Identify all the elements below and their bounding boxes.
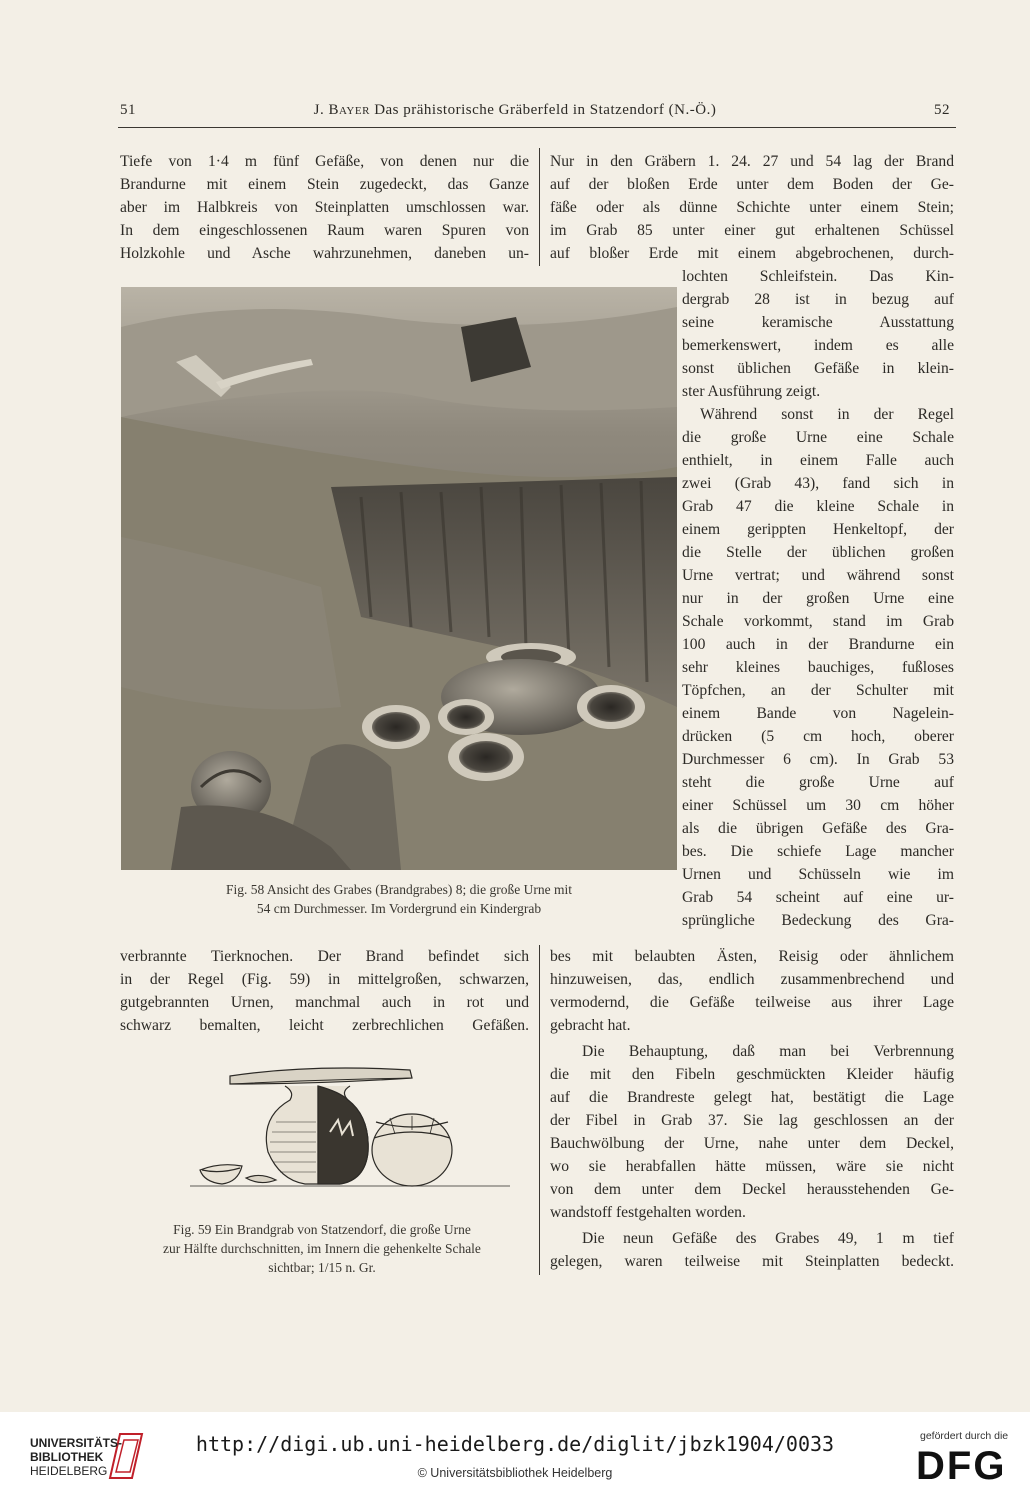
- text-line: drücken (5 cm hoch, oberer: [682, 728, 954, 745]
- library-line: HEIDELBERG: [30, 1464, 108, 1478]
- text-line: Schale vorkommt, stand im Grab: [682, 613, 954, 630]
- text-line: der Fibel in Grab 37. Sie lag geschlossen an der: [550, 1112, 954, 1129]
- text-line: vermodernd, die Gefäße teilweise aus ihrer Lage: [550, 994, 954, 1011]
- text-line: hinzuweisen, das, endlich zusammenbrechend und: [550, 971, 954, 988]
- library-line: UNIVERSITÄTS-: [30, 1436, 123, 1450]
- text-line: bemerkenswert, indem es alle: [682, 337, 954, 354]
- text-line: Während sonst in der Regel: [700, 406, 954, 423]
- caption-line: Fig. 58 Ansicht des Grabes (Brandgrabes) 8; die große Urne mit: [225, 882, 573, 897]
- text-line: wandstoff festgehalten worden.: [550, 1204, 746, 1221]
- library-line: BIBLIOTHEK: [30, 1450, 104, 1464]
- text-line: ster Ausführung zeigt.: [682, 383, 821, 400]
- text-line: auf die Brandreste gelegt hat, bestätigt die Lage: [550, 1089, 954, 1106]
- text-line: sehr kleines bauchiges, fußloses: [682, 659, 954, 676]
- caption-line: sichtbar; 1/15 n. Gr.: [268, 1260, 376, 1275]
- text-line: einem gerippten Henkeltopf, der: [682, 521, 954, 538]
- text-line: Grab 47 die kleine Schale in: [682, 498, 954, 515]
- dfg-logo: DFG: [916, 1444, 1007, 1488]
- text-line: in der Regel (Fig. 59) in mittelgroßen, schwarzen,: [120, 971, 529, 988]
- text-line: Nur in den Gräbern 1. 24. 27 und 54 lag der Brand: [550, 153, 954, 170]
- column-divider-top: [539, 148, 540, 266]
- text-line: Urnen und Schüsseln wie im: [682, 866, 954, 883]
- text-line: bes mit belaubten Ästen, Reisig oder ähnlichem: [550, 948, 954, 965]
- text-line: Grab 54 scheint auf eine ur-: [682, 889, 954, 906]
- grave-excavation-image: [121, 287, 677, 870]
- text-line: Brandurne mit einem Stein zugedeckt, das Ganze: [120, 176, 529, 193]
- text-line: verbrannte Tierknochen. Der Brand befindet sich: [120, 948, 529, 965]
- text-line: Die Behauptung, daß man bei Verbrennung: [582, 1043, 954, 1060]
- running-title: [0, 102, 1030, 119]
- text-line: die Stelle der üblichen großen: [682, 544, 954, 561]
- text-line: Urne vertrat; und während sonst: [682, 567, 954, 584]
- text-line: auf der bloßen Erde unter dem Boden der Ge-: [550, 176, 954, 193]
- text-line: sprüngliche Bedeckung des Gra-: [682, 912, 954, 929]
- figure-59-drawing: [190, 1062, 510, 1192]
- text-line: lochten Schleifstein. Das Kin-: [682, 268, 954, 285]
- page-number-right: 52: [934, 102, 950, 118]
- text-line: Holzkohle und Asche wahrzunehmen, daneben un-: [120, 245, 529, 262]
- text-line: die große Urne eine Schale: [682, 429, 954, 446]
- text-line: schwarz bemalten, leicht zerbrechlichen Gefäßen.: [120, 1017, 529, 1034]
- text-line: 100 auch in der Brandurne ein: [682, 636, 954, 653]
- text-line: steht die große Urne auf: [682, 774, 954, 791]
- urn-cross-section-drawing: [190, 1062, 510, 1192]
- text-line: gelegen, waren teilweise mit Steinplatten bedeckt.: [550, 1253, 954, 1270]
- caption-line: Fig. 59 Ein Brandgrab von Statzendorf, die große Urne: [173, 1222, 471, 1237]
- figure-58-photo: [121, 287, 677, 870]
- text-line: Bauchwölbung der Urne, nahe unter dem Deckel,: [550, 1135, 954, 1152]
- column-divider-bottom: [539, 945, 540, 1275]
- caption-line: 54 cm Durchmesser. Im Vordergrund ein Kindergrab: [256, 901, 542, 916]
- text-line: zwei (Grab 43), fand sich in: [682, 475, 954, 492]
- text-line: Die neun Gefäße des Grabes 49, 1 m tief: [582, 1230, 954, 1247]
- figure-59-caption: [115, 1220, 529, 1277]
- author-name: J. Bayer: [313, 102, 370, 118]
- header-rule: [118, 127, 956, 128]
- page-number-left: 51: [120, 102, 136, 118]
- text-line: auf bloßer Erde mit einem abgebrochenen, durch-: [550, 245, 954, 262]
- text-line: Tiefe von 1·4 m fünf Gefäße, von denen nur die: [120, 153, 529, 170]
- text-line: nur in der großen Urne eine: [682, 590, 954, 607]
- text-line: einem Bande von Nagelein-: [682, 705, 954, 722]
- text-line: die mit den Fibeln geschmückten Kleider häufig: [550, 1066, 954, 1083]
- text-line: dergrab 28 ist in bezug auf: [682, 291, 954, 308]
- text-line: im Grab 85 unter einer gut erhaltenen Schüssel: [550, 222, 954, 239]
- text-line: bes. Die schiefe Lage mancher: [682, 843, 954, 860]
- text-line: Durchmesser 6 cm). In Grab 53: [682, 751, 954, 768]
- caption-line: zur Hälfte durchschnitten, im Innern die gehenkelte Schale: [163, 1241, 481, 1256]
- text-line: als die übrigen Gefäße des Gra-: [682, 820, 954, 837]
- text-line: sonst üblichen Gefäße in klein-: [682, 360, 954, 377]
- text-line: seine keramische Ausstattung: [682, 314, 954, 331]
- funding-note: gefördert durch die: [920, 1430, 1009, 1442]
- text-line: wo sie herabfallen hätte müssen, wäre sie nicht: [550, 1158, 954, 1175]
- title-text: Das prähistorische Gräberfeld in Statzendorf (N.-Ö.): [369, 102, 717, 118]
- permalink-url[interactable]: http://digi.ub.uni-heidelberg.de/diglit/jbzk1904/0033: [195, 1432, 835, 1456]
- text-line: von dem unter dem Deckel herausstehenden Ge-: [550, 1181, 954, 1198]
- text-line: fäße oder als dünne Schichte unter einem Stein;: [550, 199, 954, 216]
- text-line: gutgebrannten Urnen, manchmal auch in rot und: [120, 994, 529, 1011]
- text-line: einer Schüssel um 30 cm höher: [682, 797, 954, 814]
- figure-58-caption: [121, 880, 677, 918]
- copyright-notice: © Universitätsbibliothek Heidelberg: [417, 1466, 613, 1480]
- text-line: Töpfchen, an der Schulter mit: [682, 682, 954, 699]
- text-line: enthielt, in einem Falle auch: [682, 452, 954, 469]
- text-line: gebracht hat.: [550, 1017, 631, 1034]
- text-line: aber im Halbkreis von Steinplatten umschlossen war.: [120, 199, 529, 216]
- text-line: In dem eingeschlossenen Raum waren Spuren von: [120, 222, 529, 239]
